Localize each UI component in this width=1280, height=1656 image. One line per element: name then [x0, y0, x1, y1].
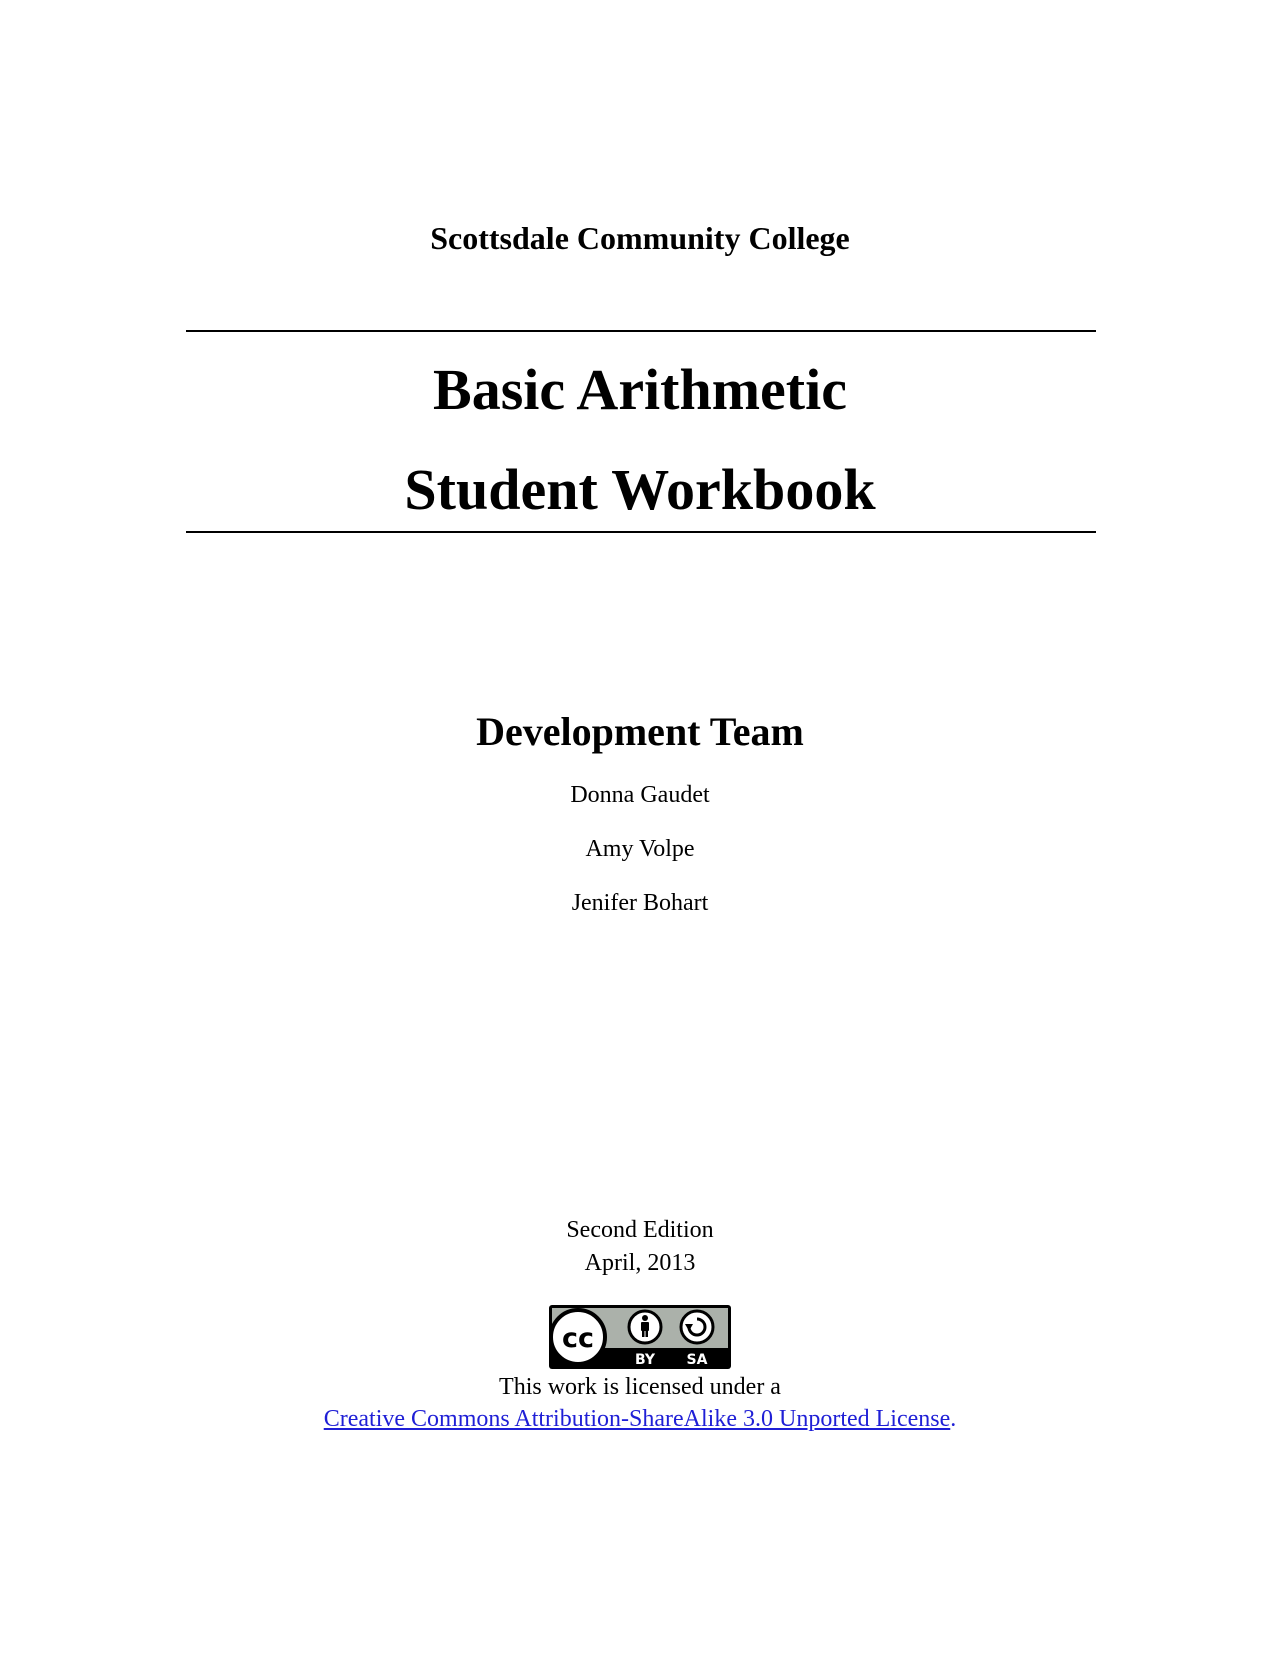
title-rule-top: [186, 330, 1096, 332]
team-heading: Development Team: [476, 709, 804, 754]
team-member: Amy Volpe: [585, 836, 695, 862]
badge-sa-label: SA: [686, 1352, 708, 1368]
svg-text:cc: cc: [561, 1323, 595, 1354]
document-title-line-1: Basic Arithmetic: [433, 357, 847, 422]
license-link-line: [0, 1406, 1280, 1433]
share-alike-icon: [681, 1311, 713, 1343]
team-member: Jenifer Bohart: [571, 890, 709, 916]
edition-label: Second Edition: [566, 1217, 714, 1243]
team-member: Donna Gaudet: [570, 782, 710, 808]
badge-by-label: BY: [634, 1352, 656, 1368]
document-title-line-2: Student Workbook: [404, 457, 876, 522]
edition-date: April, 2013: [584, 1250, 696, 1276]
cc-by-sa-badge-icon: [548, 1304, 732, 1370]
title-rule-bottom: [186, 531, 1096, 533]
license-trailing-period: .: [950, 1406, 957, 1432]
license-link[interactable]: Creative Commons Attribution-ShareAlike 3.0 Unported License: [323, 1406, 951, 1432]
attribution-icon: [629, 1311, 661, 1343]
institution-name: Scottsdale Community College: [430, 220, 850, 256]
license-intro: This work is licensed under a: [499, 1374, 781, 1400]
